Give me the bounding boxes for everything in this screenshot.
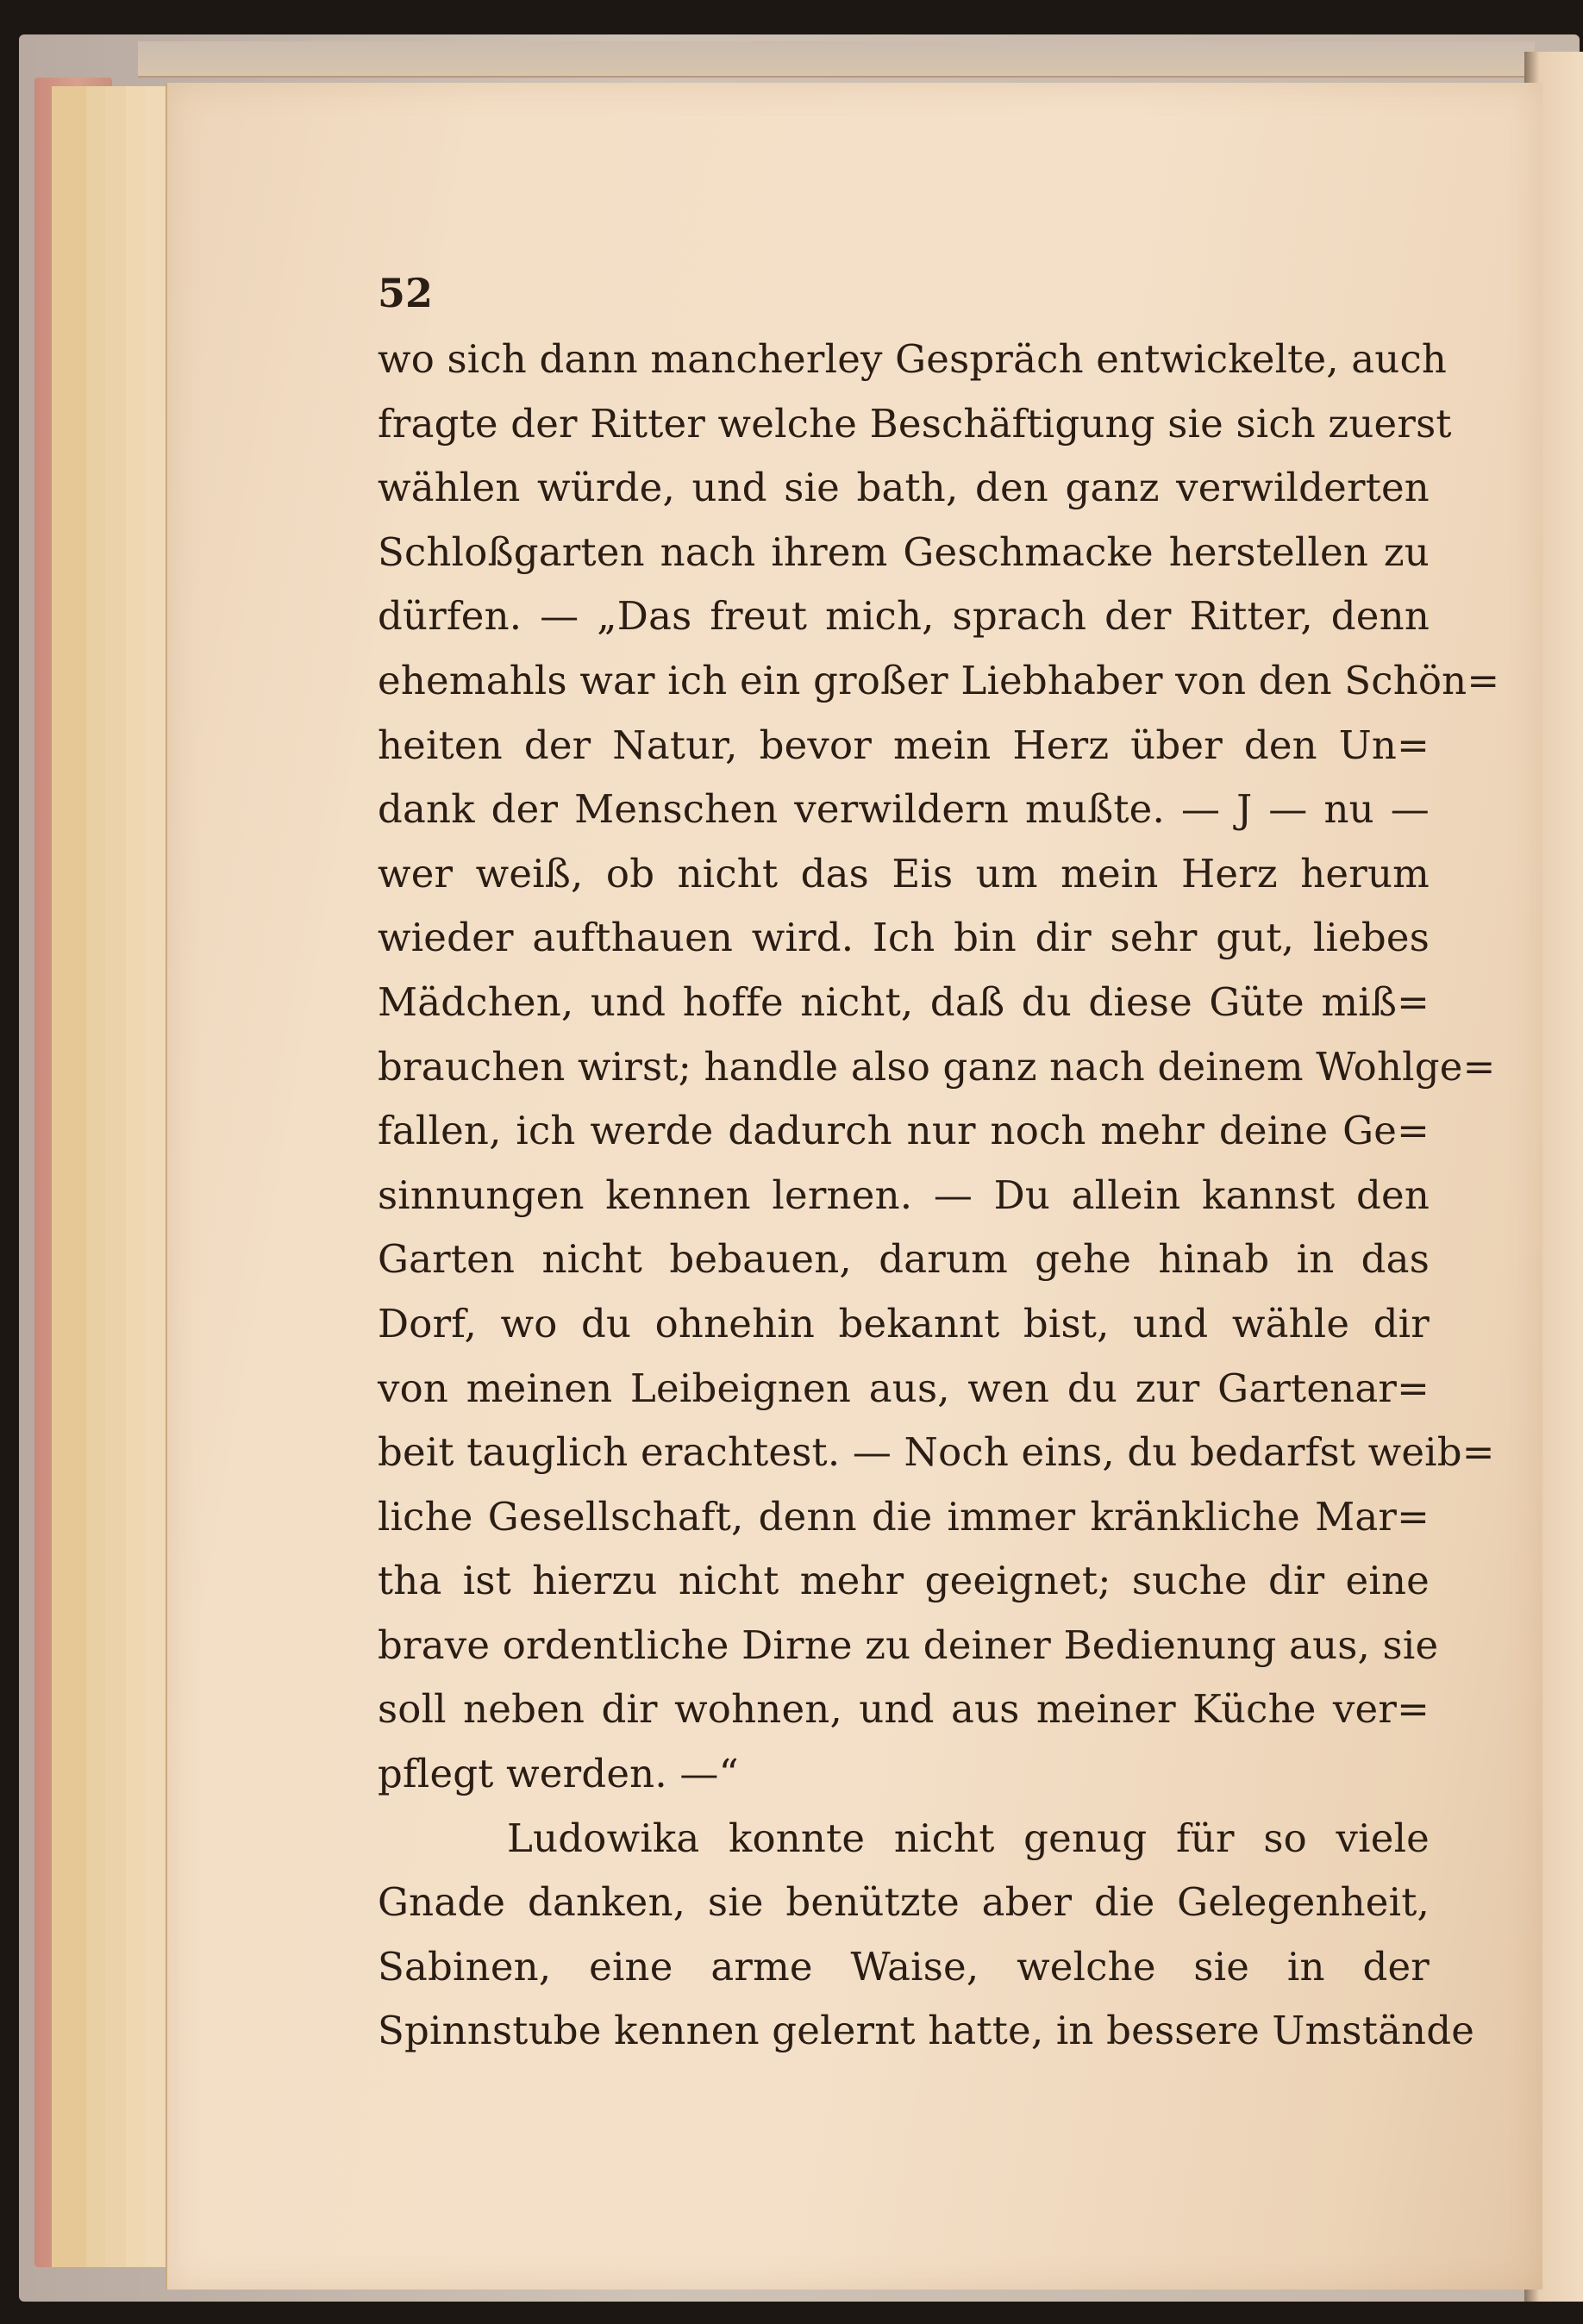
text-line: Mädchen, und hoffe nicht, daß du diese Güte miß= <box>378 978 1430 1025</box>
text-line: soll neben dir wohnen, und aus meiner Küche ver= <box>378 1686 1430 1733</box>
text-line: liche Gesellschaft, denn die immer kränkliche Mar= <box>378 1493 1430 1540</box>
text-line: fallen, ich werde dadurch nur noch mehr deine Ge= <box>378 1108 1430 1154</box>
text-line: wo sich dann mancherley Gespräch entwickelte, auch <box>378 336 1448 382</box>
paragraph-2-line: Spinnstube kennen gelernt hatte, in bessere Umstände <box>378 2008 1475 2054</box>
text-line: brave ordentliche Dirne zu deiner Bedienung aus, sie <box>378 1621 1439 1668</box>
page-number: 52 <box>378 270 434 316</box>
paragraph-2-line: Sabinen, eine arme Waise, welche sie in der <box>378 1943 1430 1990</box>
text-line: dank der Menschen verwildern mußte. — J — nu — <box>378 786 1430 833</box>
text-line: Dorf, wo du ohnehin bekannt bist, und wähle dir <box>378 1300 1430 1346</box>
text-line: dürfen. — „Das freut mich, sprach der Ritter, denn <box>378 593 1430 640</box>
top-page-edges <box>138 41 1535 78</box>
text-line: pflegt werden. —“ <box>378 1751 739 1797</box>
page-edge <box>52 86 88 2267</box>
page-edge <box>86 86 107 2267</box>
text-line: sinnungen kennen lernen. — Du allein kannst den <box>378 1171 1430 1218</box>
page-edge <box>105 86 128 2267</box>
text-line: wieder aufthauen wird. Ich bin dir sehr gut, liebes <box>378 915 1430 961</box>
text-line: brauchen wirst; handle also ganz nach deinem Wohlge= <box>378 1043 1496 1090</box>
text-line: tha ist hierzu nicht mehr geeignet; suche dir eine <box>378 1558 1430 1604</box>
page-text <box>378 259 1500 2064</box>
page-edge <box>126 86 147 2267</box>
text-line: Schloßgarten nach ihrem Geschmacke herstellen zu <box>378 528 1430 575</box>
text-line: von meinen Leibeignen aus, wen du zur Gartenar= <box>378 1365 1430 1411</box>
text-line: wer weiß, ob nicht das Eis um mein Herz herum <box>378 850 1430 896</box>
text-line: beit tauglich erachtest. — Noch eins, du bedarfst weib= <box>378 1429 1495 1476</box>
text-line: ehemahls war ich ein großer Liebhaber von den Schön= <box>378 657 1500 703</box>
page-edge <box>145 86 167 2267</box>
text-line: fragte der Ritter welche Beschäftigung sie sich zuerst <box>378 400 1452 447</box>
text-line: Garten nicht bebauen, darum gehe hinab in das <box>378 1236 1430 1283</box>
text-line: wählen würde, und sie bath, den ganz verwilderten <box>378 465 1430 511</box>
paragraph-2-line: Gnade danken, sie benützte aber die Gelegenheit, <box>378 1879 1430 1926</box>
text-line: heiten der Natur, bevor mein Herz über den Un= <box>378 722 1430 768</box>
paragraph-2-line: Ludowika konnte nicht genug für so viele <box>507 1815 1430 1861</box>
